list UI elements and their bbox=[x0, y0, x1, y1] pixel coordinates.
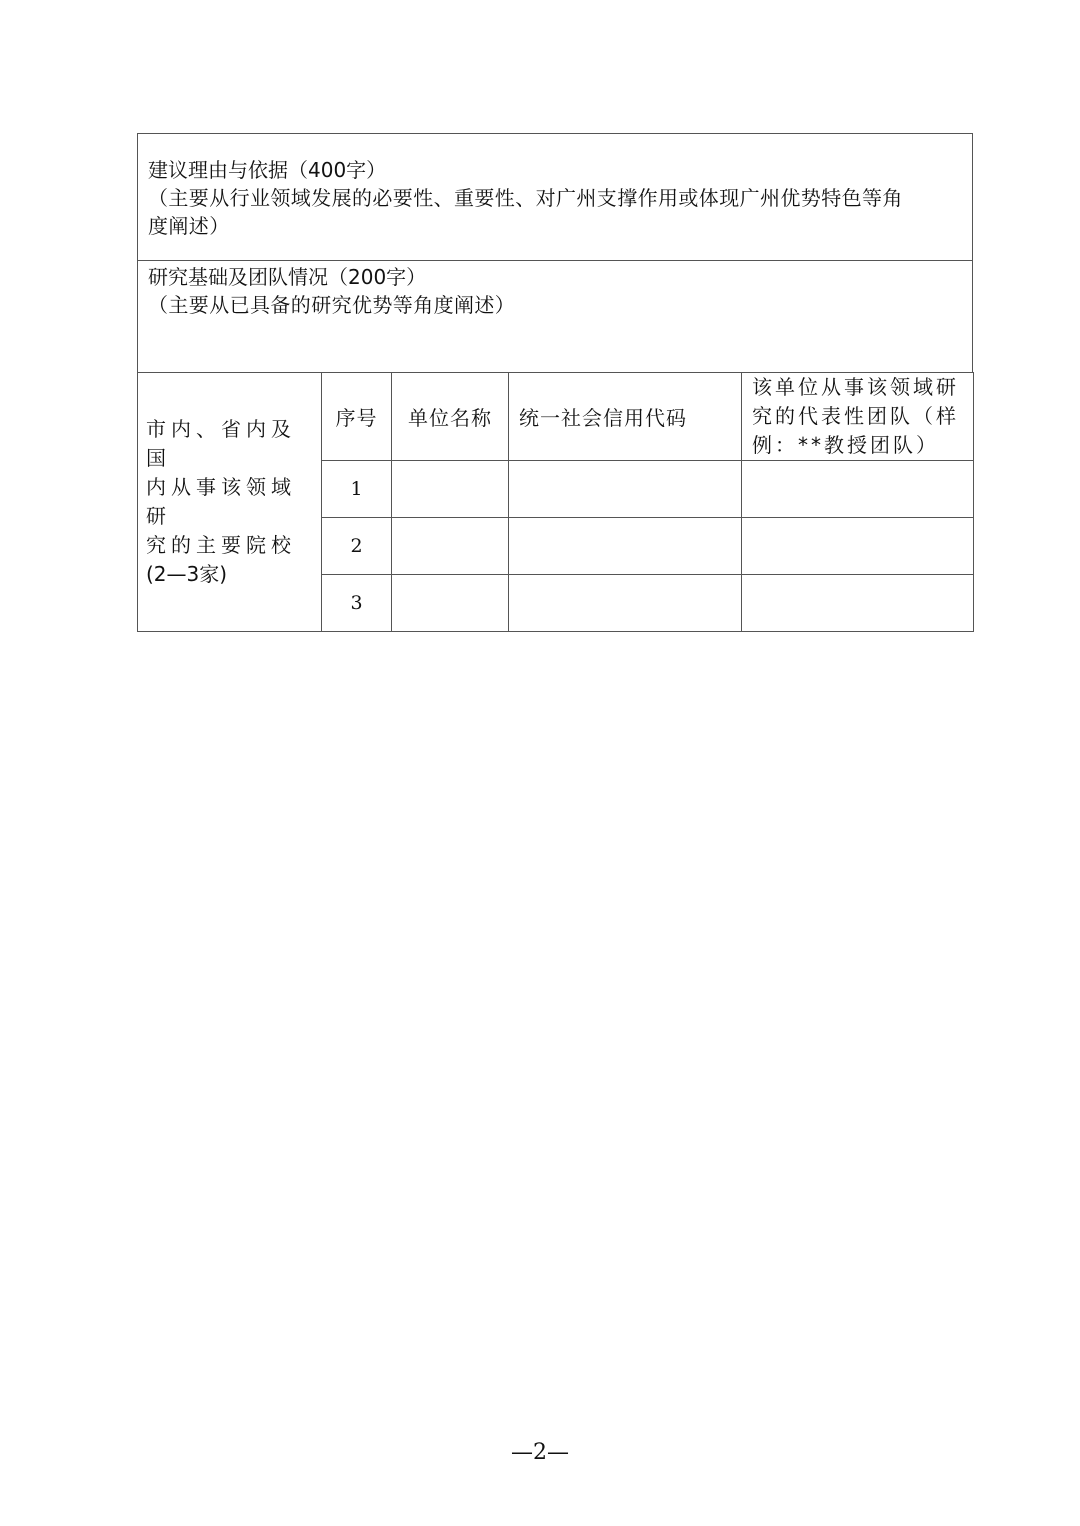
header-team bbox=[742, 373, 974, 461]
row-name-cell[interactable] bbox=[392, 461, 509, 518]
row-seq: 1 bbox=[322, 461, 392, 518]
header-seq: 序号 bbox=[322, 373, 392, 461]
reason-heading: 建议理由与依据（400字） bbox=[148, 158, 387, 182]
header-team-line2: 究的代表性团队（样 bbox=[752, 404, 959, 428]
row-name-cell[interactable] bbox=[392, 575, 509, 632]
institutions-table bbox=[137, 372, 974, 632]
row-seq: 3 bbox=[322, 575, 392, 632]
row-name-cell[interactable] bbox=[392, 518, 509, 575]
reason-note-line1: （主要从行业领域发展的必要性、重要性、对广州支撑作用或体现广州优势特色等角 bbox=[148, 186, 903, 210]
institutions-label-line3: 究的主要院校 bbox=[146, 533, 296, 557]
row-team-cell[interactable] bbox=[742, 461, 974, 518]
header-name: 单位名称 bbox=[392, 373, 509, 461]
header-credit-code: 统一社会信用代码 bbox=[509, 373, 742, 461]
research-section bbox=[137, 260, 973, 372]
reason-section bbox=[137, 133, 973, 260]
reason-note-line2: 度阐述） bbox=[148, 214, 230, 238]
row-code-cell[interactable] bbox=[509, 575, 742, 632]
row-code-cell[interactable] bbox=[509, 461, 742, 518]
institutions-label-line2: 内从事该领域研 bbox=[146, 475, 296, 528]
header-team-line3: 例：**教授团队） bbox=[752, 433, 939, 457]
application-form bbox=[137, 133, 973, 632]
institutions-label bbox=[138, 373, 322, 632]
row-team-cell[interactable] bbox=[742, 575, 974, 632]
institutions-label-line4: (2—3家) bbox=[146, 562, 228, 586]
institutions-label-line1: 市内、省内及国 bbox=[146, 417, 296, 470]
research-heading: 研究基础及团队情况（200字） bbox=[148, 265, 427, 289]
row-team-cell[interactable] bbox=[742, 518, 974, 575]
row-code-cell[interactable] bbox=[509, 518, 742, 575]
row-seq: 2 bbox=[322, 518, 392, 575]
table-header-row bbox=[138, 373, 974, 461]
header-team-line1: 该单位从事该领域研 bbox=[752, 375, 959, 399]
page-number: —2— bbox=[511, 1440, 569, 1465]
research-note: （主要从已具备的研究优势等角度阐述） bbox=[148, 293, 516, 317]
